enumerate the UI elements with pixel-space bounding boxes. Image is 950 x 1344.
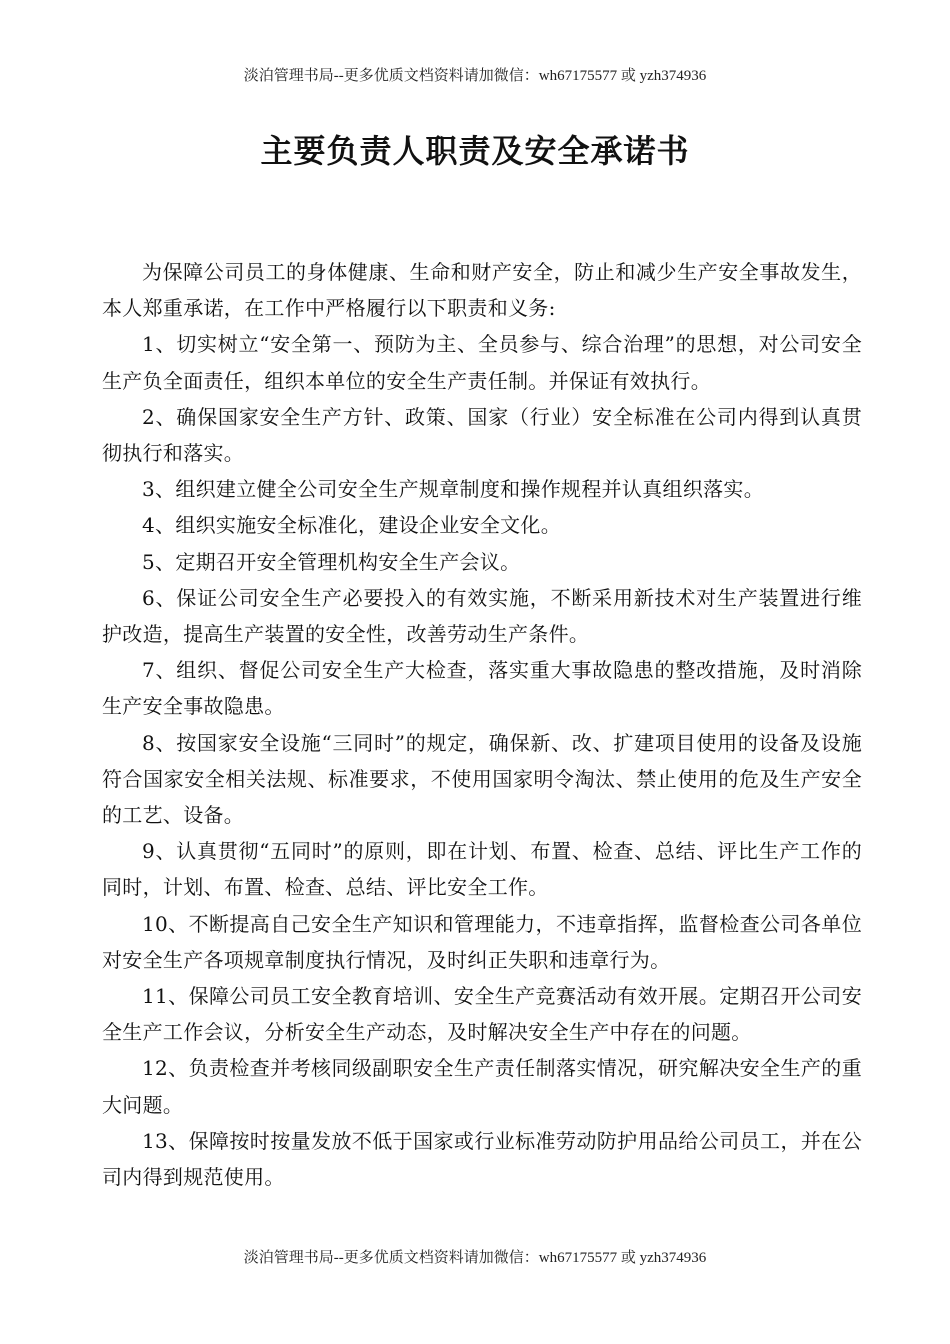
duty-item-7: 7、组织、督促公司安全生产大检查，落实重大事故隐患的整改措施，及时消除生产安全事故隐患。 xyxy=(102,658,862,719)
duty-item-1: 1、切实树立“安全第一、预防为主、全员参与、综合治理”的思想，对公司安全生产负全面责任，组织本单位的安全生产责任制。并保证有效执行。 xyxy=(102,332,862,393)
duty-item-4: 4、组织实施安全标准化，建设企业安全文化。 xyxy=(142,513,562,538)
duty-item-8: 8、按国家安全设施“三同时”的规定，确保新、改、扩建项目使用的设备及设施符合国家安全相关法规、标准要求，不使用国家明令淘汰、禁止使用的危及生产安全的工艺、设备。 xyxy=(102,730,862,828)
intro-paragraph: 为保障公司员工的身体健康、生命和财产安全，防止和减少生产安全事故发生，本人郑重承诺，在工作中严格履行以下职责和义务: xyxy=(102,260,862,321)
duty-item-13: 13、保障按时按量发放不低于国家或行业标准劳动防护用品给公司员工，并在公司内得到规范使用。 xyxy=(102,1128,862,1190)
page-header: 淡泊管理书局--更多优质文档资料请加微信：wh67175577 或 yzh374936 xyxy=(243,68,707,84)
duty-item-11: 11、保障公司员工安全教育培训、安全生产竞赛活动有效开展。定期召开公司安全生产工作会议，分析安全生产动态，及时解决安全生产中存在的问题。 xyxy=(102,984,862,1045)
duty-item-5: 5、定期召开安全管理机构安全生产会议。 xyxy=(142,549,521,574)
duty-item-3: 3、组织建立健全公司安全生产规章制度和操作规程并认真组织落实。 xyxy=(142,477,765,502)
document-title: 主要负责人职责及安全承诺书 xyxy=(260,132,690,170)
duty-item-6: 6、保证公司安全生产必要投入的有效实施，不断采用新技术对生产装置进行维护改造，提高生产装置的安全性，改善劳动生产条件。 xyxy=(102,585,862,647)
page-footer: 淡泊管理书局--更多优质文档资料请加微信：wh67175577 或 yzh374936 xyxy=(243,1250,707,1266)
duty-item-9: 9、认真贯彻“五同时”的原则，即在计划、布置、检查、总结、评比生产工作的同时，计划、布置、检查、总结、评比安全工作。 xyxy=(102,839,862,900)
document-body xyxy=(102,254,862,1195)
duty-item-2: 2、确保国家安全生产方针、政策、国家（行业）安全标准在公司内得到认真贯彻执行和落实。 xyxy=(102,404,862,466)
duty-item-10: 10、不断提高自己安全生产知识和管理能力，不违章指挥，监督检查公司各单位对安全生产各项规章制度执行情况，及时纠正失职和违章行为。 xyxy=(102,911,862,972)
duty-item-12: 12、负责检查并考核同级副职安全生产责任制落实情况，研究解决安全生产的重大问题。 xyxy=(102,1056,862,1117)
